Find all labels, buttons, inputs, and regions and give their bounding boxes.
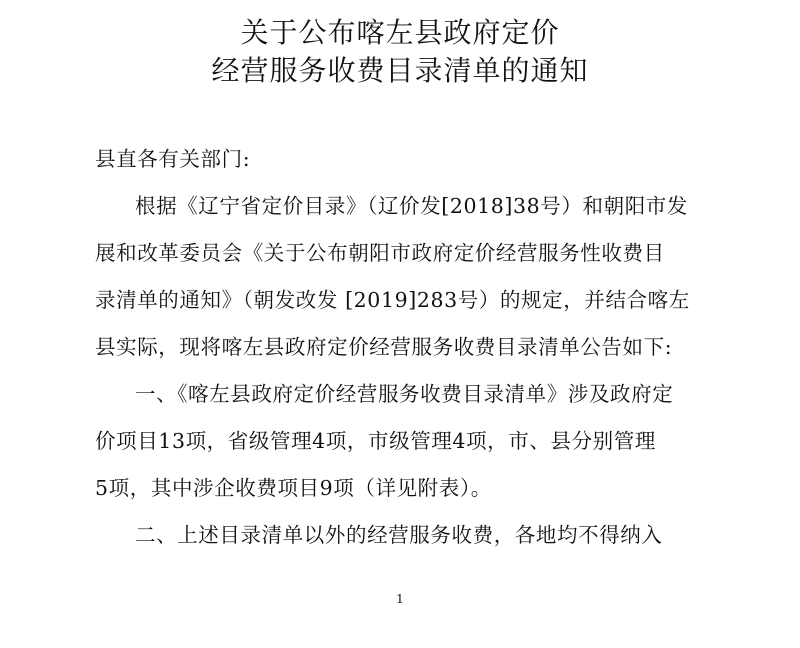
list-item-line: 二、上述目录清单以外的经营服务收费，各地均不得纳入	[135, 523, 663, 547]
paragraph-line: 根据《辽宁省定价目录》（辽价发[2018]38号）和朝阳市发	[135, 194, 689, 218]
paragraph-line: 县实际，现将喀左县政府定价经营服务收费目录清单公告如下:	[95, 335, 673, 359]
list-item-line: 一、《喀左县政府定价经营服务收费目录清单》涉及政府定	[135, 382, 674, 406]
paragraph-line: 录清单的通知》（朝发改发 [2019]283号）的规定，并结合喀左	[95, 288, 690, 312]
list-item-line: 5项，其中涉企收费项目9项（详见附表）。	[95, 476, 492, 500]
salutation: 县直各有关部门:	[95, 147, 251, 171]
list-item-line: 价项目13项，省级管理4项，市级管理4项，市、县分别管理	[95, 429, 656, 453]
document-title	[0, 14, 800, 90]
title-line: 经营服务收费目录清单的通知	[211, 54, 589, 87]
page-number: 1	[396, 592, 404, 606]
title-line: 关于公布喀左县政府定价	[240, 16, 560, 49]
paragraph-line: 展和改革委员会《关于公布朝阳市政府定价经营服务性收费目	[95, 241, 665, 265]
